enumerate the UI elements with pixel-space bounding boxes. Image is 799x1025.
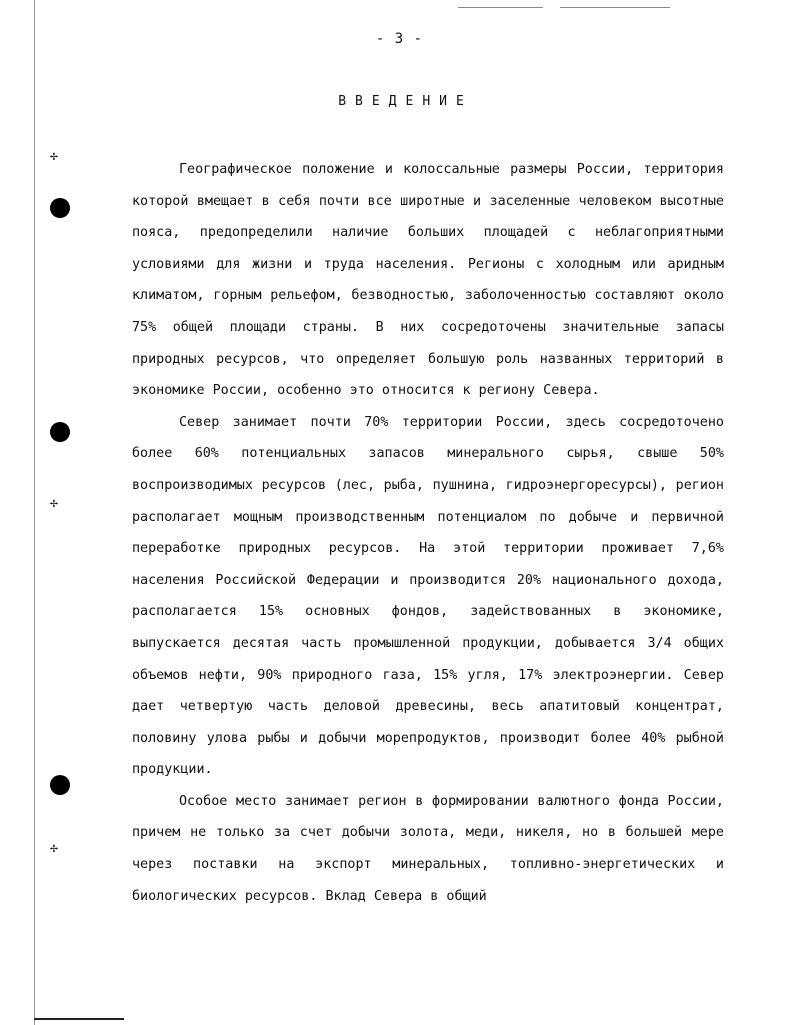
- scan-top-line: [458, 7, 543, 8]
- scan-top-line: [560, 7, 670, 8]
- scan-mark-icon: ✢: [50, 496, 58, 511]
- scan-mark-icon: ✢: [50, 841, 58, 856]
- paragraph: Север занимает почти 70% территории России, здесь сосредоточено более 60% потенциальных запасов минерального сырья, свыше 50% воспроизводимых ресурсов (лес, рыба, пушнина, гидроэнергоресурсы), регион располагает мощным производственным потенциалом по добыче и первичной переработке природных ресурсов. На этой территории проживает 7,6% населения Российской Федерации и производится 20% национального дохода, располагается 15% основных фондов, задействованных в экономике, выпускается десятая часть промышленной продукции, добывается 3/4 общих объемов нефти, 90% природного газа, 15% угля, 17% электроэнергии. Север дает четвертую часть деловой древесины, весь апатитовый концентрат, половину улова рыбы и добычи морепродуктов, производит более 40% рыбной продукции.: [132, 414, 724, 778]
- scan-bottom-edge: [34, 1018, 124, 1020]
- page-heading: ВВЕДЕНИЕ: [338, 94, 473, 109]
- punch-hole: [50, 422, 70, 442]
- page-number: - 3 -: [375, 31, 424, 47]
- body-text: [132, 154, 724, 912]
- paragraph: Географическое положение и колоссальные размеры России, территория которой вмещает в себя почти все широтные и заселенные человеком высотные пояса, предопределили наличие больших площадей с неблагоприятными условиями для жизни и труда населения. Регионы с холодным или аридным климатом, горным рельефом, безводностью, заболоченностью составляют около 75% общей площади страны. В них сосредоточены значительные запасы природных ресурсов, что определяет большую роль названных территорий в экономике России, особенно это относится к региону Севера.: [132, 162, 724, 399]
- punch-hole: [50, 775, 70, 795]
- scan-left-edge: [34, 0, 35, 1025]
- scan-mark-icon: ✢: [50, 149, 58, 164]
- punch-hole: [50, 198, 70, 218]
- paragraph: Особое место занимает регион в формировании валютного фонда России, причем не только за счет добычи золота, меди, никеля, но в большей мере через поставки на экспорт минеральных, топливно-энергетических и биологических ресурсов. Вклад Севера в общий: [132, 793, 724, 904]
